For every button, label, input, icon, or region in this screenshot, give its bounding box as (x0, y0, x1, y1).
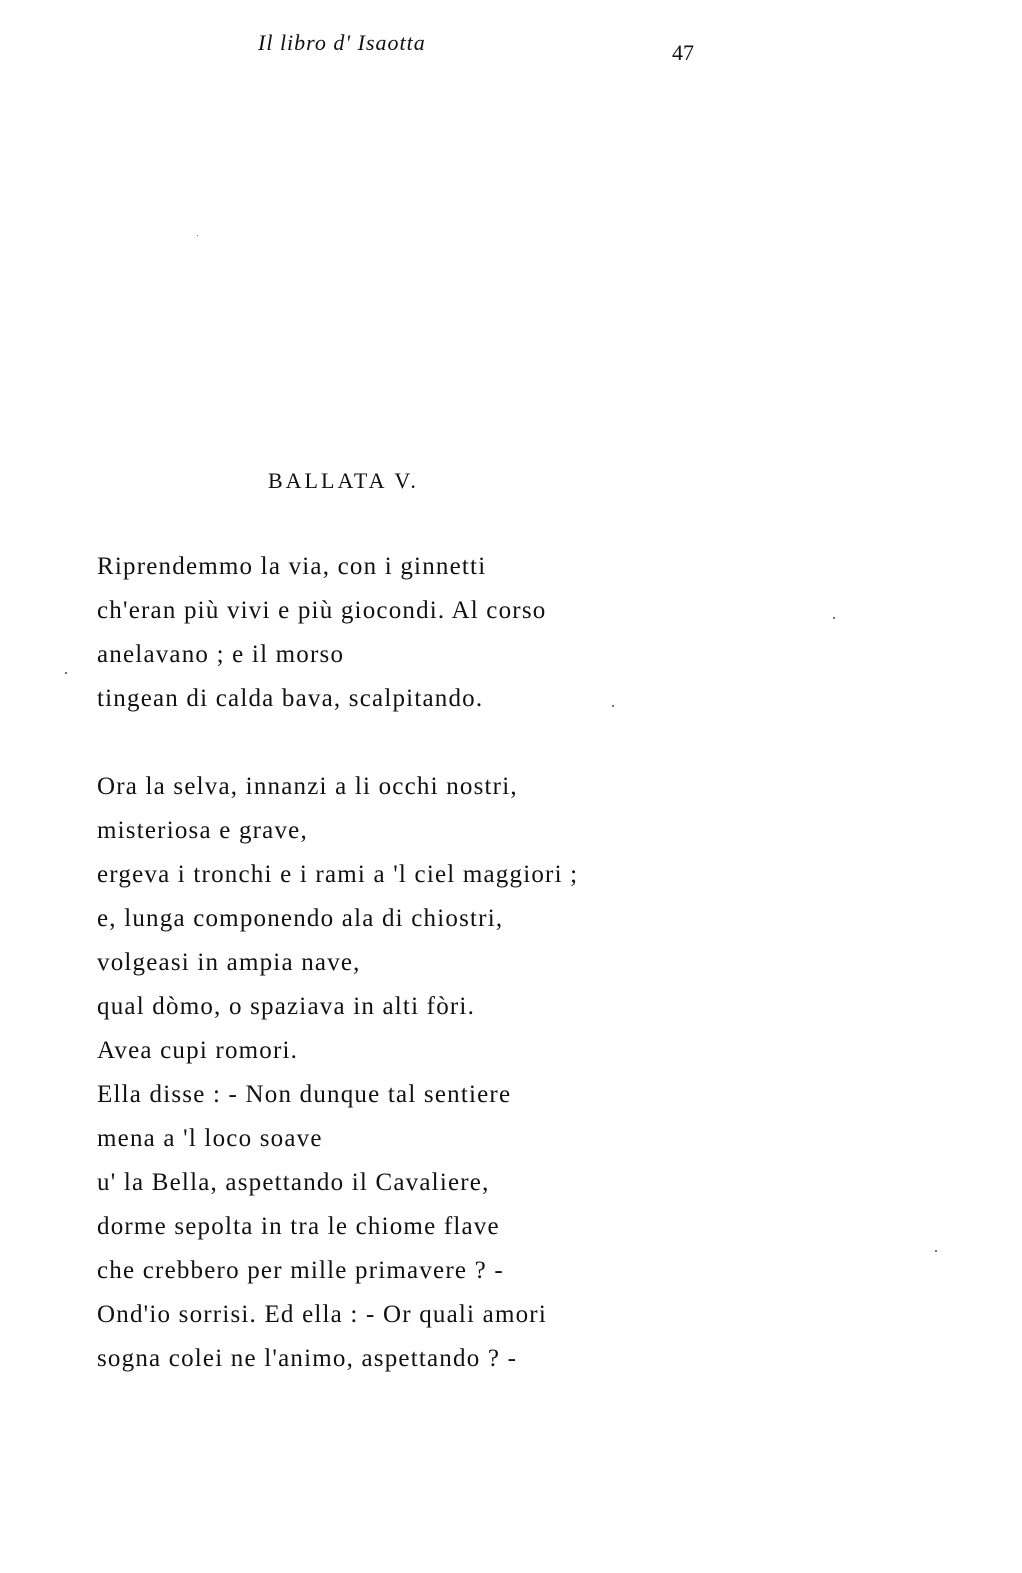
poem-title: BALLATA V. (268, 468, 419, 493)
verse-line: volgeasi in ampia nave, (97, 949, 361, 976)
running-title: Il libro d' Isaotta (258, 30, 426, 55)
verse-line: ch'eran più vivi e più giocondi. Al corso (97, 597, 547, 624)
verse-line: e, lunga componendo ala di chiostri, (97, 905, 504, 932)
verse-line: qual dòmo, o spaziava in alti fòri. (97, 993, 476, 1020)
verse-line: misteriosa e grave, (97, 817, 308, 844)
scan-speck (935, 1250, 937, 1252)
verse-line: u' la Bella, aspettando il Cavaliere, (97, 1169, 490, 1196)
verse-line: anelavano ; e il morso (97, 641, 345, 668)
scan-speck (65, 672, 67, 674)
verse-line: mena a 'l loco soave (97, 1125, 323, 1152)
verse-line: Avea cupi romori. (97, 1037, 299, 1064)
verse-line: Ond'io sorrisi. Ed ella : - Or quali amori (97, 1301, 547, 1328)
verse-line: Riprendemmo la via, con i ginnetti (97, 553, 487, 580)
scan-speck (197, 235, 198, 236)
verse-line: dorme sepolta in tra le chiome flave (97, 1213, 500, 1240)
verse-line: Ora la selva, innanzi a li occhi nostri, (97, 773, 518, 800)
verse-line: tingean di calda bava, scalpitando. (97, 685, 484, 712)
verse-line: ergeva i tronchi e i rami a 'l ciel maggiori ; (97, 861, 579, 888)
stanza-1 (97, 545, 546, 721)
scan-speck (833, 617, 835, 619)
page-number: 47 (672, 40, 694, 65)
verse-line: Ella disse : - Non dunque tal sentiere (97, 1081, 512, 1108)
verse-line: che crebbero per mille primavere ? - (97, 1257, 504, 1284)
verse-line: sogna colei ne l'animo, aspettando ? - (97, 1345, 518, 1372)
stanza-2 (97, 765, 578, 1381)
scan-speck (612, 705, 614, 707)
